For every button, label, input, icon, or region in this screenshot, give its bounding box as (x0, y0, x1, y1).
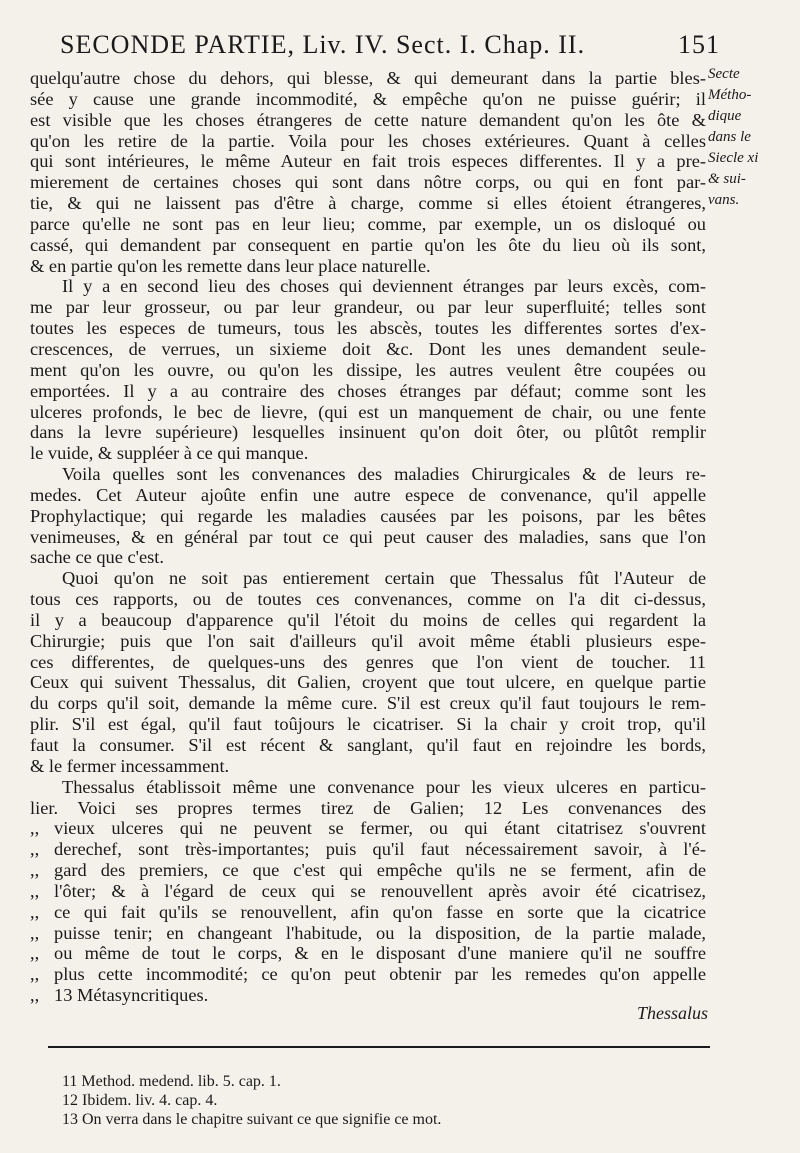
text-line: toutes les especes de tumeurs, tous les abscès, toutes les differentes sortes d'ex- (30, 318, 706, 339)
text-line: ulceres profonds, le bec de lievre, (qui est un manquement de chair, ou une fente (30, 401, 706, 422)
margin-note (708, 64, 798, 211)
text-line: faut la consumer. S'il est récent & sanglant, qu'il faut en rejoindre les bords, (30, 735, 706, 755)
quote-mark: ,, (30, 839, 40, 860)
quoted-line (30, 839, 706, 860)
text-line: venimeuses, & en général par tout ce qui peut causer des maladies, sans que l'on (30, 526, 706, 547)
margin-note-line: dique (708, 108, 742, 124)
text-line: medes. Cet Auteur ajoûte enfin une autre espece de convenance, qu'il appelle (30, 484, 706, 505)
quoted-text: puisse tenir; en changeant l'habitude, ou la disposition, de la partie malade, (54, 922, 706, 943)
margin-note-line: Siecle xi (708, 150, 759, 166)
quoted-line (30, 818, 706, 839)
quoted-text: 13 Métasyncritiques. (54, 985, 209, 1006)
quote-mark: ,, (30, 880, 40, 901)
quoted-text: plus cette incommodité; ce qu'on peut obtenir par les remedes qu'on appelle (54, 964, 706, 985)
text-line: ment qu'on les ouvre, ou qu'on les dissipe, les autres veulent être coupées ou (30, 359, 706, 380)
quote-mark: ,, (30, 860, 40, 881)
footnote-rule (48, 1046, 710, 1048)
text-line: lier. Voici ses propres termes tirez de Galien; 12 Les convenances des (30, 797, 706, 818)
quote-mark: ,, (30, 818, 40, 839)
text-line: cassé, qui demandent par consequent en partie qu'on les ôte du lieu où ils sont, (30, 234, 706, 255)
quoted-text: l'ôter; & à l'égard de ceux qui se renouvellent après avoir été cicatrisez, (54, 880, 706, 901)
text-line: le vuide, & suppléer à ce qui manque. (30, 443, 309, 464)
quoted-text: ce qui fait qu'ils se renouvellent, afin qu'on fasse en sorte que la cicatrice (54, 901, 706, 922)
text-line: tous ces rapports, ou de toutes ces convenances, comme on l'a dit ci-dessus, (30, 589, 706, 610)
text-line: me par leur grosseur, ou par leur grandeur, ou par leur superfluité; telles sont (30, 297, 706, 318)
quoted-line (30, 943, 706, 964)
text-line: Prophylactique; qui regarde les maladies causées par les poisons, par les bêtes (30, 505, 706, 526)
text-line: Voila quelles sont les convenances des maladies Chirurgicales & de leurs re- (62, 464, 706, 485)
text-line: Ceux qui suivent Thessalus, dit Galien, croyent que tout ulcere, en quelque partie (30, 672, 706, 693)
quoted-line (30, 923, 706, 944)
text-line: sache ce que c'est. (30, 547, 165, 568)
text-line: crescences, de verrues, un sixieme doit &c. Dont les unes demandent seule- (30, 338, 706, 359)
quoted-line (30, 964, 706, 985)
margin-note-line: vans. (708, 192, 740, 208)
footnotes (62, 1072, 722, 1129)
page-number: 151 (678, 30, 720, 59)
text-line: il y a beaucoup d'apparence qu'il l'étoit du moins de celles qui regardent la (30, 609, 706, 630)
text-line: Chirurgie; puis que l'on sait d'ailleurs qu'il avoit même établi plusieurs espe- (30, 630, 706, 651)
margin-note-line: Secte (708, 66, 740, 82)
quoted-line (30, 902, 706, 923)
text-line: & en partie qu'on les remette dans leur place naturelle. (30, 255, 431, 276)
text-line: plir. S'il est égal, qu'il faut toûjours le cicatriser. Si la chair y croit trop, qu'il (30, 714, 706, 735)
text-line: emportées. Il y a au contraire des choses étranges par défaut; comme sont les (30, 380, 706, 401)
footnote: 11 Method. medend. lib. 5. cap. 1. (62, 1073, 281, 1090)
catchword: Thessalus (636, 1003, 708, 1023)
text-line: Quoi qu'on ne soit pas entierement certain que Thessalus fût l'Auteur de (62, 568, 706, 589)
text-line: parce qu'elle ne sont pas en leur lieu; comme, par exemple, un os disloqué ou (30, 213, 706, 234)
text-line: est visible que les choses étrangeres de cette nature demandent qu'on les ôte & (30, 109, 706, 130)
text-line: tie, & qui ne laissent pas d'être à charge, comme si elles étoient étrangeres, (30, 193, 706, 214)
quoted-text: gard des premiers, ce que c'est qui empêche qu'ils ne se ferment, afin de (54, 860, 706, 881)
margin-note-line: & sui- (708, 171, 746, 187)
quote-mark: ,, (30, 964, 40, 985)
text-line: sée y cause une grande incommodité, & empêche qu'on ne puisse guérir; il (30, 88, 706, 109)
text-line: du corps qu'il soit, demande la même cure. S'il est creux qu'il faut toujours le rem- (30, 693, 706, 714)
quoted-text: ou même de tout le corps, & en le disposant d'une maniere qu'il ne souffre (54, 943, 706, 964)
text-line: Thessalus établissoit même une convenance pour les vieux ulceres en particu- (62, 776, 706, 797)
text-line: dans la levre supérieure) lesquelles insinuent qu'on doit ôter, ou plûtôt remplir (30, 422, 706, 443)
margin-note-line: Métho- (708, 87, 752, 103)
quoted-line (30, 985, 706, 1006)
quote-mark: ,, (30, 901, 40, 922)
text-line: qui sont intérieures, le même Auteur en fait trois especes differentes. Il y a pre- (30, 151, 706, 172)
body-text (30, 68, 706, 1006)
running-title: SECONDE PARTIE, Liv. IV. Sect. I. Chap. II. (60, 30, 586, 59)
quote-mark: ,, (30, 922, 40, 943)
quote-mark: ,, (30, 943, 40, 964)
quoted-line (30, 860, 706, 881)
text-line: mierement de certaines choses qui sont dans nôtre corps, ou qui en font par- (30, 172, 706, 193)
running-header (60, 30, 720, 64)
quoted-text: derechef, sont très-importantes; puis qu'il faut nécessairement savoir, à l'é- (54, 839, 706, 860)
text-line: qu'on les retire de la partie. Voila pour les choses extérieures. Quant à celles (30, 130, 706, 151)
text-line: ces differentes, de quelques-uns des genres que l'on vient de toucher. 11 (30, 651, 706, 672)
margin-note-line: dans le (708, 129, 751, 145)
footnote: 12 Ibidem. liv. 4. cap. 4. (62, 1092, 218, 1109)
text-line: & le fermer incessamment. (30, 755, 230, 776)
text-line: quelqu'autre chose du dehors, qui blesse, & qui demeurant dans la partie bles- (30, 68, 706, 88)
quote-mark: ,, (30, 985, 40, 1006)
footnote: 13 On verra dans le chapitre suivant ce que signifie ce mot. (62, 1111, 442, 1128)
quoted-text: vieux ulceres qui ne peuvent se fermer, ou qui étant citatrisez s'ouvrent (54, 818, 706, 839)
quoted-line (30, 881, 706, 902)
text-line: Il y a en second lieu des choses qui deviennent étranges par leurs excès, com- (62, 276, 706, 297)
